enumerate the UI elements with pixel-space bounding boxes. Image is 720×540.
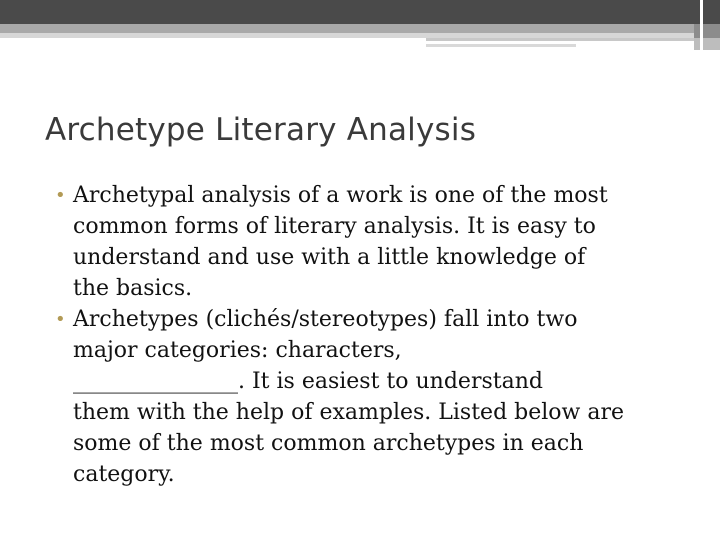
- header-corner-block: [694, 0, 720, 50]
- bullet-text-line: common forms of literary analysis. It is easy to: [73, 214, 596, 239]
- bullet-text-line: major categories: characters,: [73, 338, 402, 363]
- header-accent-band: [0, 24, 720, 33]
- bullet-marker: •: [55, 185, 66, 206]
- bullet-text-line: them with the help of examples. Listed below are: [73, 400, 625, 425]
- bullet-text-line: Archetypes (clichés/stereotypes) fall into two: [73, 307, 578, 332]
- bullet-text-line: some of the most common archetypes in each: [73, 431, 584, 456]
- bullet-text-line: the basics.: [73, 276, 193, 301]
- bullet-list: [50, 180, 690, 490]
- header-decor-line: [426, 38, 708, 41]
- bullet-item: [50, 180, 690, 304]
- bullet-text-line: Archetypal analysis of a work is one of the most: [73, 183, 608, 208]
- header-corner-strip: [700, 0, 703, 50]
- bullet-text-line: understand and use with a little knowledge of: [73, 245, 586, 270]
- bullet-marker: •: [55, 309, 66, 330]
- header-band: [0, 0, 720, 24]
- bullet-text-line: category.: [73, 462, 175, 487]
- header-decor-line-short: [426, 44, 576, 47]
- bullet-text-line: _______________. It is easiest to understand: [73, 369, 543, 394]
- bullet-item: [50, 304, 690, 490]
- slide-title: Archetype Literary Analysis: [45, 112, 477, 148]
